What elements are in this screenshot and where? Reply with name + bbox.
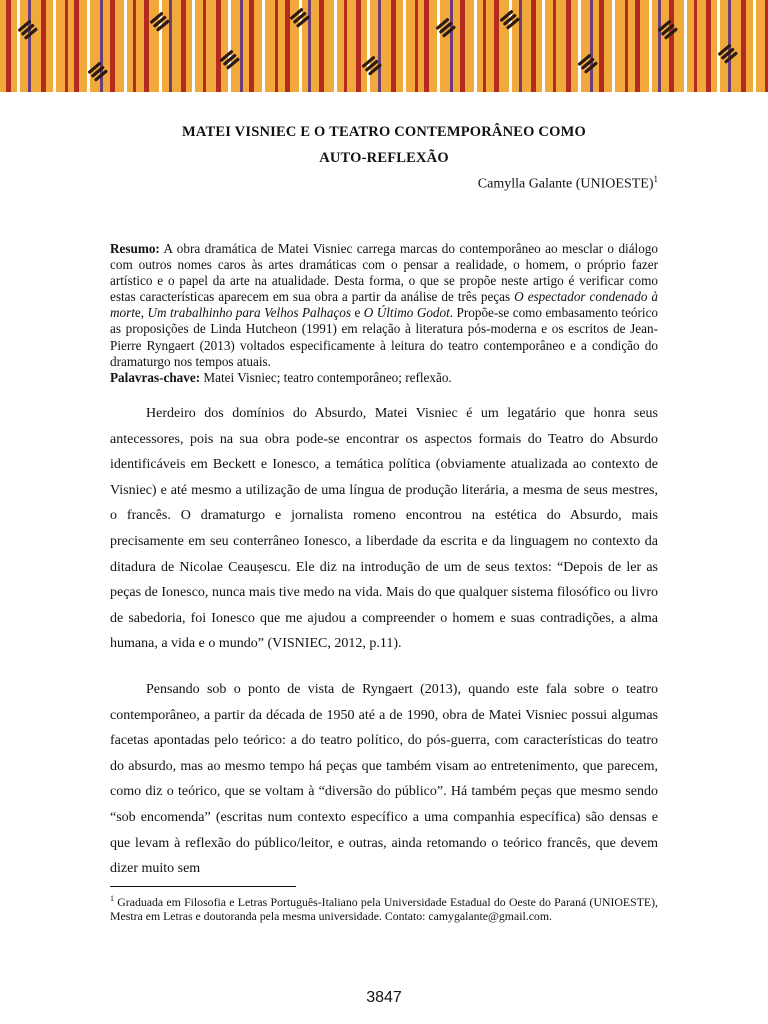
banner-stripe (275, 0, 278, 92)
banner-stripe (319, 0, 324, 92)
banner-stripe (87, 0, 90, 92)
banner-stripe (553, 0, 556, 92)
banner-stripe (53, 0, 56, 92)
footnote-divider (110, 886, 296, 887)
banner-stripe (684, 0, 687, 92)
footnote-text: Graduada em Filosofia e Letras Português-Italiano pela Universidade Estadual do Oeste do Paraná (UNIOESTE), Mestra em Letras e doutoranda pela mesma universidade. Contato: camygalante@gmail.com. (110, 894, 658, 924)
banner-stripe (741, 0, 746, 92)
banner-stripe (110, 0, 115, 92)
banner-stripe (100, 0, 103, 92)
author-footnote-mark: 1 (653, 174, 658, 184)
author-affiliation (478, 174, 658, 193)
body-paragraph-2: Pensando sob o ponto de vista de Ryngaert (2013), quando este fala sobre o teatro contemporâneo, a partir da década de 1950 até a de 1990, obra de Matei Visniec possui algumas facetas apontadas pelo teórico: a do teatro político, do pós-guerra, com características do teatro do absurdo, mas ao mesmo tempo há peças que também visam ao entretenimento, que parecem, como diz o teórico, que se voltam à “diversão do público”. Há também peças que mesmo sendo “sob encomenda” (escritas num contexto específico a uma companhia específica) são densas e que levam à reflexão do público/leitor, e outras, ainda retomando o teórico francês, que devem dizer muito sem (110, 682, 658, 877)
banner-stripe (391, 0, 396, 92)
banner-stripe (403, 0, 406, 92)
banner-stripe (169, 0, 172, 92)
banner-stripe (460, 0, 465, 92)
page-number: 3847 (366, 989, 402, 1006)
footnote (110, 892, 658, 924)
article-title-line-1: MATEI VISNIEC E O TEATRO CONTEMPORÂNEO COMO (182, 124, 586, 140)
banner-stripe (133, 0, 136, 92)
banner-stripe (367, 0, 370, 92)
abstract-text-1: A obra dramática de Matei Visniec carrega marcas do contemporâneo ao mesclar o diálogo com outros nomes caros às artes dramáticas com o pensar a realidade, o homem, o próprio fazer artístico e o papel da arte na atualidade. Desta forma, o que se propõe neste artigo é verificar como estas características aparecem em sua obra a partir da análise de três peças (110, 241, 658, 305)
banner-stripe (65, 0, 68, 92)
banner-stripe (658, 0, 661, 92)
article-title-line-2: AUTO-REFLEXÃO (319, 150, 449, 166)
banner-stripe (649, 0, 652, 92)
banner-stripe (308, 0, 311, 92)
banner-stripe (531, 0, 536, 92)
keywords-label: Palavras-chave: (110, 369, 201, 385)
banner-stripe (144, 0, 149, 92)
banner-stripe (262, 0, 265, 92)
banner-stripe (494, 0, 499, 92)
banner-stripe (299, 0, 302, 92)
banner-stripe (625, 0, 628, 92)
abstract (110, 241, 658, 386)
banner-stripe (41, 0, 46, 92)
banner-stripe (590, 0, 593, 92)
banner-stripe (124, 0, 127, 92)
banner-stripe (240, 0, 243, 92)
banner-stripe (415, 0, 418, 92)
banner-stripe (6, 0, 11, 92)
banner-stripe (356, 0, 361, 92)
work-title-1: O espectador condenado à mort (110, 289, 659, 321)
banner-background (0, 0, 768, 92)
banner-stripe (753, 0, 756, 92)
footnote-mark: 1 (110, 894, 114, 903)
banner-stripe (437, 0, 440, 92)
banner-stripe (74, 0, 79, 92)
decorative-striped-banner (0, 0, 768, 92)
banner-stripe (249, 0, 254, 92)
banner-stripe (285, 0, 290, 92)
banner-stripe (450, 0, 453, 92)
banner-stripe (181, 0, 186, 92)
banner-stripe (578, 0, 581, 92)
banner-stripe (378, 0, 381, 92)
banner-stripe (228, 0, 231, 92)
author-name: Camylla Galante (UNIOESTE) (477, 176, 654, 192)
abstract-label: Resumo: (110, 241, 160, 256)
banner-stripe (424, 0, 429, 92)
banner-stripe (599, 0, 604, 92)
banner-stripe (669, 0, 674, 92)
body-paragraph-1: Herdeiro dos domínios do Absurdo, Matei Visniec é um legatário que honra seus antecessores, pois na sua obra pode-se encontrar os aspectos formais do Teatro do Absurdo identificáveis em Beckett e Ionesco, a temática política (obviamente atualizada ao contexto de Visniec) e até mesmo a utilização de uma língua de produção literária, a mesma de seus mestres, o francês. O dramaturgo e jornalista romeno encontrou na estética do Absurdo, mais precisamente em seu conterrâneo Ionesco, a liberdade da escrita e da linguagem no contexto da ditadura de Nicolae Ceaușescu. Ele diz na introdução de um de seus textos: “Depois de ler as peças de Ionesco, nunca mais tive medo na vida. Mais do que qualquer sistema filosófico ou livro de sabedoria, foi Ionesco que me ajudou a compreender o homem e suas contradições, a alma humana, a vida e o mundo” (VISNIEC, 2012, p.11). (110, 406, 658, 652)
banner-stripe (519, 0, 522, 92)
keywords-text: Matei Visniec; teatro contemporâneo; reflexão. (200, 369, 452, 385)
banner-stripe (706, 0, 711, 92)
banner-stripe (334, 0, 337, 92)
banner-stripe (28, 0, 31, 92)
banner-stripe (203, 0, 206, 92)
banner-stripe (542, 0, 545, 92)
banner-stripe (474, 0, 477, 92)
banner-stripe (216, 0, 221, 92)
work-title-2: Um trabalhinho para Velhos Palhaços (147, 305, 352, 321)
banner-stripe (17, 0, 20, 92)
banner-stripe (635, 0, 640, 92)
work-title-3: O Último Godot (363, 305, 450, 321)
banner-stripe (483, 0, 486, 92)
banner-stripe (566, 0, 571, 92)
abstract-conjunction: e (351, 305, 364, 321)
banner-stripe (717, 0, 720, 92)
banner-stripe (192, 0, 195, 92)
banner-stripe (694, 0, 697, 92)
banner-stripe (344, 0, 347, 92)
abstract-text-2: . Propõe-se como embasamento teórico as proposições de Linda Hutcheon (1991) em relação à literatura pós-moderna e os escritos de Jean-Pierre Ryngaert (2013) voltados especificamente à leitura do teatro contemporâneo e a condição do dramaturgo nos tempos atuais. (110, 305, 659, 369)
banner-stripe (612, 0, 615, 92)
abstract-separator: e, (134, 305, 148, 321)
